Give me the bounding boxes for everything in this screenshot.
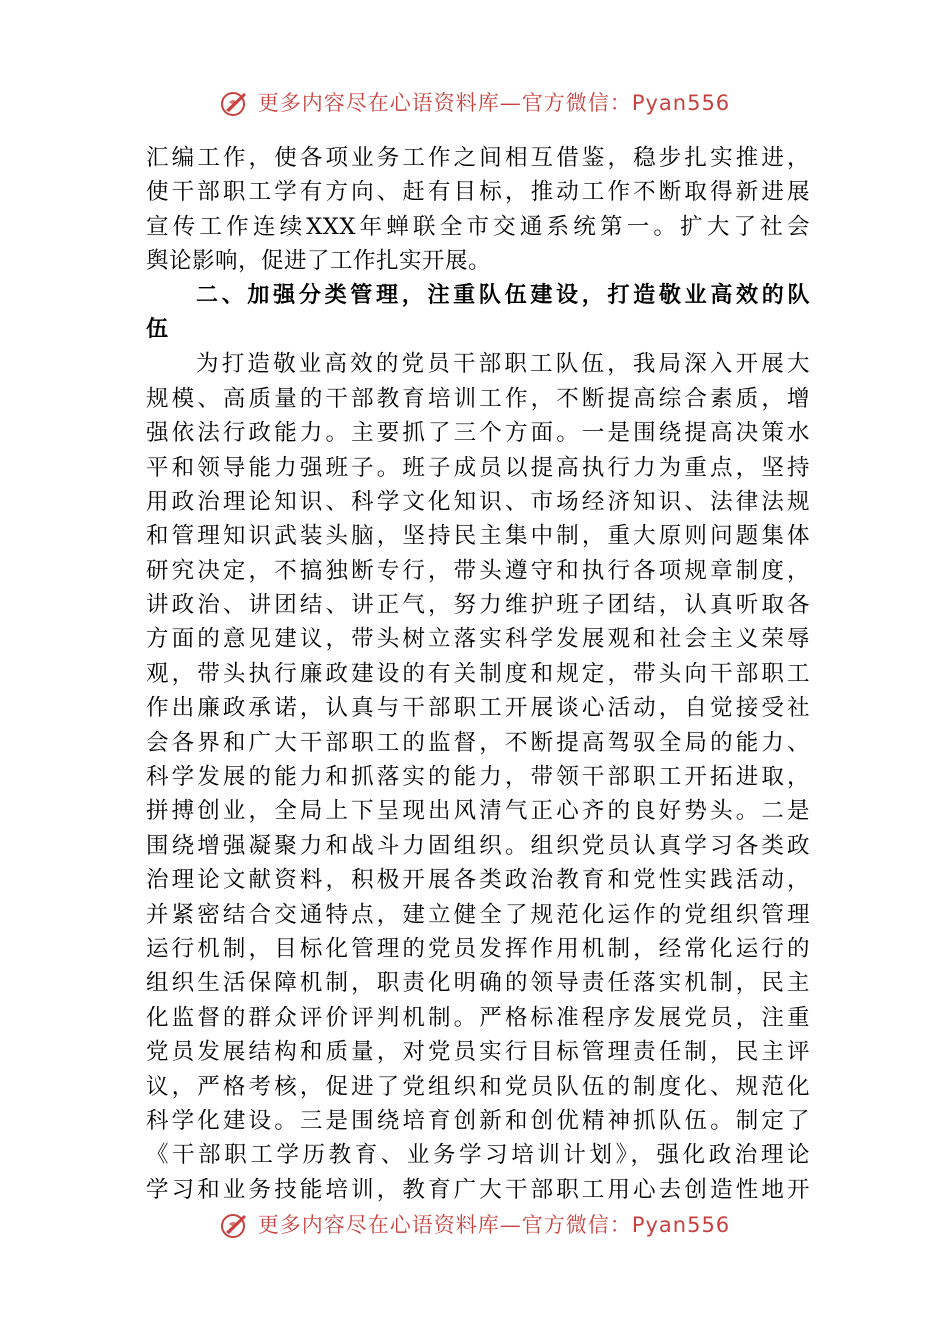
header-banner-id: Pyan556 bbox=[631, 91, 731, 115]
text-line: 宣传工作连续XXX年蝉联全市交通系统第一。扩大了社会 bbox=[146, 213, 810, 240]
footer-banner-text bbox=[258, 1210, 730, 1240]
pen-logo-icon bbox=[220, 1210, 250, 1240]
text-line: 舆论影响，促进了工作扎实开展。 bbox=[146, 248, 492, 275]
text-line: 强依法行政能力。主要抓了三个方面。一是围绕提高决策水 bbox=[146, 420, 810, 447]
text-line: 讲政治、讲团结、讲正气，努力维护班子团结，认真听取各 bbox=[146, 592, 810, 619]
text-line: 科学化建设。三是围绕培育创新和创优精神抓队伍。制定了 bbox=[146, 1107, 810, 1134]
text-line: 规模、高质量的干部教育培训工作，不断提高综合素质，增 bbox=[146, 385, 810, 412]
header-watermark-banner bbox=[0, 84, 950, 122]
text-line: 学习和业务技能培训，教育广大干部职工用心去创造性地开 bbox=[146, 1176, 810, 1203]
text-line: 《干部职工学历教育、业务学习培训计划》，强化政治理论 bbox=[146, 1142, 810, 1169]
text-line: 组织生活保障机制，职责化明确的领导责任落实机制，民主 bbox=[146, 970, 810, 997]
text-line: 使干部职工学有方向、赶有目标，推动工作不断取得新进展 bbox=[146, 179, 810, 206]
text-line: 研究决定，不搞独断专行，带头遵守和执行各项规章制度， bbox=[146, 557, 810, 584]
text-line: 议，严格考核，促进了党组织和党员队伍的制度化、规范化 bbox=[146, 1073, 810, 1100]
text-line: 党员发展结构和质量，对党员实行目标管理责任制，民主评 bbox=[146, 1039, 810, 1066]
text-line: 方面的意见建议，带头树立落实科学发展观和社会主义荣辱 bbox=[146, 626, 810, 653]
header-banner-text bbox=[258, 88, 730, 118]
text-line: 平和领导能力强班子。班子成员以提高执行力为重点，坚持 bbox=[146, 454, 810, 481]
text-line: 会各界和广大干部职工的监督，不断提高驾驭全局的能力、 bbox=[146, 729, 810, 756]
header-banner-cn: 更多内容尽在心语资料库—官方微信： bbox=[257, 91, 632, 115]
text-line: 科学发展的能力和抓落实的能力，带领干部职工开拓进取， bbox=[146, 764, 810, 791]
text-line: 用政治理论知识、科学文化知识、市场经济知识、法律法规 bbox=[146, 488, 810, 515]
text-line: 围绕增强凝聚力和战斗力固组织。组织党员认真学习各类政 bbox=[146, 832, 810, 859]
text-line: 汇编工作，使各项业务工作之间相互借鉴，稳步扎实推进， bbox=[146, 145, 810, 171]
text-line: 运行机制，目标化管理的党员发挥作用机制，经常化运行的 bbox=[146, 935, 810, 962]
text-line: 作出廉政承诺，认真与干部职工开展谈心活动，自觉接受社 bbox=[146, 695, 810, 722]
paragraph-first-line: 为打造敬业高效的党员干部职工队伍，我局深入开展大 bbox=[196, 351, 810, 378]
text-line: 观，带头执行廉政建设的有关制度和规定，带头向干部职工 bbox=[146, 660, 810, 687]
text-line: 拼搏创业，全局上下呈现出风清气正心齐的良好势头。二是 bbox=[146, 798, 810, 825]
document-body bbox=[146, 141, 810, 1207]
section-heading-continued: 伍 bbox=[146, 316, 169, 342]
text-line: 化监督的群众评价评判机制。严格标准程序发展党员，注重 bbox=[146, 1004, 810, 1031]
text-line: 和管理知识武装头脑，坚持民主集中制，重大原则问题集体 bbox=[146, 523, 810, 550]
pen-logo-icon bbox=[220, 88, 250, 118]
text-line: 治理论文献资料，积极开展各类政治教育和党性实践活动， bbox=[146, 867, 810, 894]
footer-banner-cn: 更多内容尽在心语资料库—官方微信： bbox=[257, 1213, 632, 1237]
section-heading: 二、加强分类管理，注重队伍建设，打造敬业高效的队 bbox=[196, 282, 810, 308]
footer-banner-id: Pyan556 bbox=[631, 1213, 731, 1237]
footer-watermark-banner bbox=[0, 1206, 950, 1244]
text-line: 并紧密结合交通特点，建立健全了规范化运作的党组织管理 bbox=[146, 901, 810, 928]
